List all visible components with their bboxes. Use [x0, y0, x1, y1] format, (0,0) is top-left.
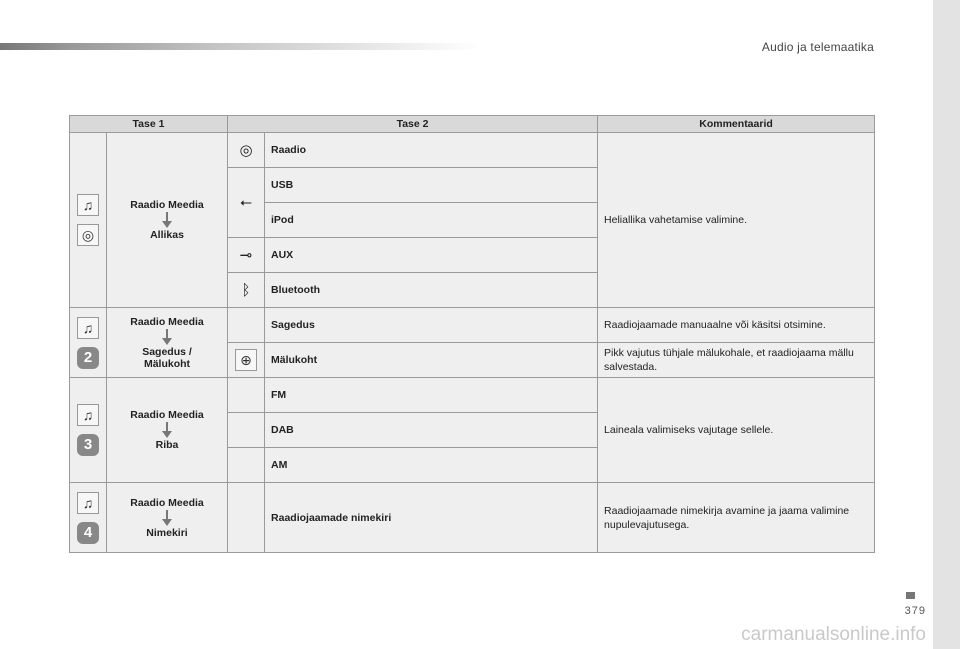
- level1-sublabel: Allikas: [150, 229, 184, 241]
- comment-cell: Heliallika vahetamise valimine.: [598, 133, 875, 308]
- comment-cell: Raadiojaamade manuaalne või käsitsi otsimine.: [598, 308, 875, 343]
- usb-icon: ⭠: [240, 194, 253, 211]
- level1-label: Raadio Meedia: [130, 496, 204, 509]
- aux-icon: ⊸: [239, 247, 253, 264]
- level2-label: Bluetooth: [265, 273, 598, 308]
- level1-sublabel: Mälukoht: [143, 357, 191, 370]
- column-header-level1: Tase 1: [70, 116, 228, 133]
- arrow-down-icon: [162, 510, 172, 526]
- level1-cell: [107, 483, 228, 553]
- section-title: Audio ja telemaatika: [761, 40, 874, 54]
- level2-icon-cell: [228, 133, 265, 168]
- level2-label: AUX: [265, 238, 598, 273]
- comment-cell: Laineala valimiseks vajutage sellele.: [598, 378, 875, 483]
- level2-icon-cell: [228, 448, 265, 483]
- music-note-icon: ♫: [77, 194, 99, 216]
- arrow-down-icon: [162, 212, 172, 228]
- level2-icon-cell: [228, 413, 265, 448]
- comment-cell: Pikk vajutus tühjale mälukohale, et raadiojaama mällu salvestada.: [598, 343, 875, 378]
- comment-cell: Raadiojaamade nimekirja avamine ja jaama valimine nupulevajutusega.: [598, 483, 875, 553]
- level2-icon-cell: [228, 168, 265, 238]
- add-preset-icon: ⊕: [235, 349, 257, 371]
- page-edge-strip: [933, 0, 960, 649]
- level2-icon-cell: [228, 343, 265, 378]
- level1-cell: [107, 308, 228, 378]
- table-row: [70, 483, 875, 553]
- level2-label: Mälukoht: [265, 343, 598, 378]
- level2-label: Sagedus: [265, 308, 598, 343]
- level1-label: Raadio Meedia: [130, 409, 204, 421]
- column-header-level2: Tase 2: [228, 116, 598, 133]
- bluetooth-icon: ᛒ: [241, 281, 251, 299]
- radio-icon: ◎: [239, 142, 253, 159]
- column-header-comments: Kommentaarid: [598, 116, 875, 133]
- level1-sublabel: Nimekiri: [146, 526, 188, 539]
- level1-icons-cell: [70, 308, 107, 378]
- level1-sublabel: Sagedus /: [142, 345, 192, 358]
- music-note-icon: ♫: [77, 404, 99, 426]
- arrow-down-icon: [162, 422, 172, 438]
- header-gradient-bar: [0, 43, 480, 50]
- level2-label: iPod: [265, 203, 598, 238]
- level1-label: Raadio Meedia: [130, 315, 204, 328]
- watermark: carmanualsonline.info: [741, 624, 926, 645]
- step-badge: 2: [77, 347, 99, 369]
- level1-icons-cell: [70, 133, 107, 308]
- level1-sublabel: Riba: [155, 439, 179, 451]
- level1-cell: [107, 378, 228, 483]
- level1-icons-cell: [70, 378, 107, 483]
- table-row: [70, 133, 875, 168]
- music-note-icon: ♫: [77, 317, 99, 339]
- level2-label: USB: [265, 168, 598, 203]
- step-badge: 3: [77, 434, 99, 456]
- level2-icon-cell: [228, 273, 265, 308]
- level2-label: DAB: [265, 413, 598, 448]
- level1-icons-cell: [70, 483, 107, 553]
- level2-icon-cell: [228, 238, 265, 273]
- level2-icon-cell: [228, 483, 265, 553]
- level2-label: FM: [265, 378, 598, 413]
- level2-label: Raadio: [265, 133, 598, 168]
- table-row: [70, 308, 875, 343]
- level2-label: Raadiojaamade nimekiri: [265, 483, 598, 553]
- page-marker: [906, 592, 915, 599]
- level2-icon-cell: [228, 378, 265, 413]
- table-header-row: [70, 116, 875, 133]
- menu-table: [69, 115, 875, 553]
- arrow-down-icon: [162, 329, 172, 345]
- level2-icon-cell: [228, 308, 265, 343]
- page-number: 379: [904, 605, 926, 617]
- level1-cell: [107, 133, 228, 308]
- level2-label: AM: [265, 448, 598, 483]
- table-row: [70, 378, 875, 413]
- level1-label: Raadio Meedia: [130, 199, 204, 211]
- radio-icon: ◎: [77, 224, 99, 246]
- music-note-icon: ♫: [77, 492, 99, 514]
- step-badge: 4: [77, 522, 99, 544]
